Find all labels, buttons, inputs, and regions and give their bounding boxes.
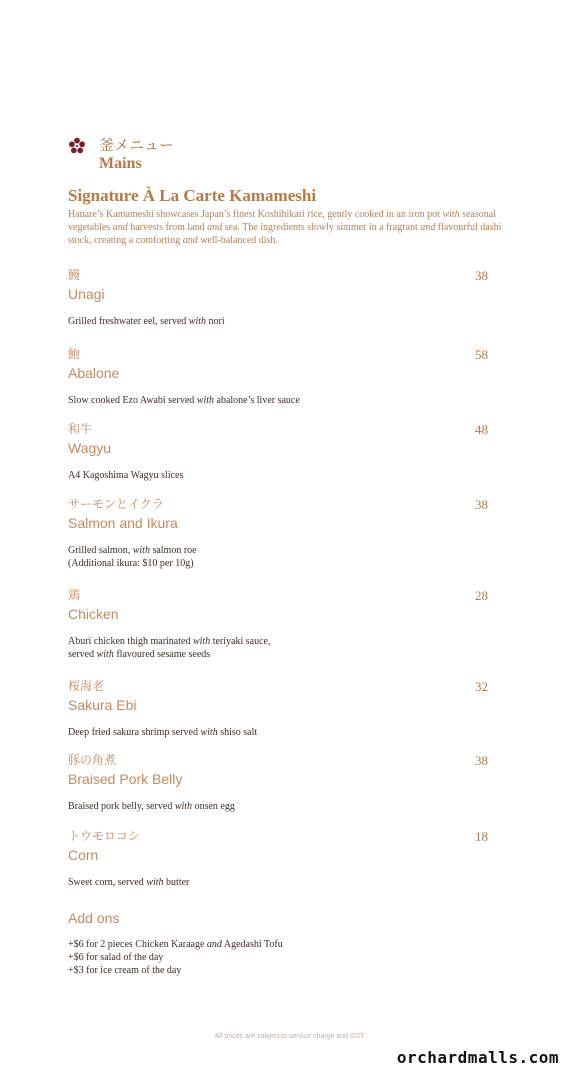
text-part: served <box>68 649 97 660</box>
description-line <box>68 544 488 557</box>
menu-item-salmon-and-ikura <box>68 496 488 570</box>
item-description <box>68 469 488 482</box>
intro-desc-part: well-balanced dish. <box>197 235 278 246</box>
text-part: Sweet corn, served <box>68 877 147 888</box>
description-line <box>68 648 488 661</box>
text-part: +$3 for ice cream of the day <box>68 965 182 976</box>
menu-item-chicken <box>68 587 488 661</box>
text-part: with <box>174 801 193 812</box>
intro-title: Signature À La Carte Kamameshi <box>68 186 317 205</box>
text-part: Grilled salmon, <box>68 545 133 556</box>
item-name-jp: 鶏 <box>68 588 81 602</box>
text-part: with <box>96 649 114 660</box>
description-line <box>68 557 488 570</box>
menu-item-braised-pork-belly <box>68 752 488 813</box>
item-name-jp: 豚の角煮 <box>68 753 117 767</box>
intro-desc-part: harvests from land <box>127 222 208 233</box>
text-part: nori <box>206 316 225 327</box>
watermark: orchardmalls.com <box>396 1048 559 1067</box>
text-part: onsen egg <box>192 801 235 812</box>
item-name-en: Abalone <box>68 365 120 381</box>
text-part: and <box>206 939 222 950</box>
menu-item-abalone <box>68 346 488 407</box>
text-part: with <box>200 727 218 738</box>
text-part: +$6 for salad of the day <box>68 952 164 963</box>
text-part: teriyaki sauce, <box>210 636 271 647</box>
text-part: Grilled freshwater eel, served <box>68 316 189 327</box>
item-name-en: Braised Pork Belly <box>68 771 183 787</box>
addons-title: Add ons <box>68 910 120 926</box>
menu-item-unagi <box>68 267 488 328</box>
item-price: 38 <box>475 268 488 283</box>
intro-description <box>68 208 508 247</box>
text-part: with <box>132 545 150 556</box>
description-line <box>68 315 488 328</box>
item-name-jp: トウモロコシ <box>68 829 141 843</box>
addons-section <box>68 910 488 977</box>
text-part: flavoured sesame seeds <box>113 649 211 660</box>
section-title-en: Mains <box>99 155 142 172</box>
footer-note: All prices are subject to service charge and GST <box>214 1033 365 1040</box>
intro-desc-part: and <box>112 222 128 233</box>
description-line <box>68 394 488 407</box>
item-price: 28 <box>475 588 488 603</box>
item-name-jp: 和牛 <box>68 422 93 436</box>
text-part: with <box>188 316 207 327</box>
item-description <box>68 635 488 661</box>
item-price: 38 <box>475 753 488 768</box>
item-name-en: Chicken <box>68 606 119 622</box>
addon-line <box>68 951 488 964</box>
text-part: +$6 for 2 pieces Chicken Karaage <box>68 939 207 950</box>
text-part: Braised pork belly, served <box>68 801 175 812</box>
text-part: Agedashi Tofu <box>221 939 283 950</box>
menu-item-wagyu <box>68 421 488 482</box>
item-description <box>68 726 488 739</box>
text-part: abalone’s liver sauce <box>214 395 300 406</box>
item-description <box>68 544 488 570</box>
item-name-en: Salmon and Ikura <box>68 515 178 531</box>
item-price: 38 <box>475 497 488 512</box>
item-description <box>68 800 488 813</box>
item-price: 48 <box>475 422 488 437</box>
menu-item-sakura-ebi <box>68 678 488 739</box>
text-part: Aburi chicken thigh marinated <box>68 636 193 647</box>
item-description <box>68 394 488 407</box>
intro-desc-part: and <box>207 222 223 233</box>
intro-desc-part: seasonal vegetables <box>68 209 496 233</box>
description-line <box>68 876 488 889</box>
section-title-jp: 釜メニュー <box>99 136 175 154</box>
intro-desc-part: with <box>442 209 460 220</box>
intro-desc-part: Hanare’s Kamameshi showcases Japan’s finest Koshihikari rice, gently cooked in an iron pot <box>68 209 443 220</box>
item-description <box>68 876 488 889</box>
item-price: 18 <box>475 829 488 844</box>
text-part: salmon roe <box>149 545 197 556</box>
item-name-en: Corn <box>68 847 99 863</box>
item-name-jp: サーモンとイクラ <box>68 497 164 511</box>
menu-item-corn <box>68 828 488 889</box>
description-line <box>68 469 488 482</box>
text-part: with <box>146 877 164 888</box>
text-part: with <box>196 395 215 406</box>
item-name-en: Sakura Ebi <box>68 697 137 713</box>
text-part: A4 Kagoshima Wagyu slices <box>68 470 184 481</box>
item-description <box>68 315 488 328</box>
addon-line <box>68 938 488 951</box>
intro <box>68 186 508 247</box>
text-part: Deep fried sakura shrimp served <box>68 727 201 738</box>
item-name-jp: 鮑 <box>68 347 81 361</box>
description-line <box>68 635 488 648</box>
description-line <box>68 726 488 739</box>
intro-desc-part: flavourful dashi stock, creating a comforting <box>68 222 502 246</box>
text-part: with <box>192 636 211 647</box>
addons-list <box>68 938 488 977</box>
flower-icon <box>68 137 86 155</box>
item-name-jp: 桜海老 <box>68 679 105 693</box>
item-name-en: Unagi <box>68 286 105 302</box>
text-part: butter <box>163 877 190 888</box>
description-line <box>68 800 488 813</box>
item-name-jp: 鰻 <box>68 268 81 282</box>
item-price: 58 <box>475 347 488 362</box>
addon-line <box>68 964 488 977</box>
item-price: 32 <box>475 679 488 694</box>
intro-desc-part: and <box>182 235 198 246</box>
text-part: shiso salt <box>217 727 258 738</box>
item-name-en: Wagyu <box>68 440 112 456</box>
intro-desc-part: sea. The ingredients slowly simmer in a fragrant <box>222 222 421 233</box>
intro-desc-part: and <box>420 222 436 233</box>
text-part: (Additional ikura: $10 per 10g) <box>68 558 194 569</box>
text-part: Slow cooked Ezo Awabi served <box>68 395 197 406</box>
